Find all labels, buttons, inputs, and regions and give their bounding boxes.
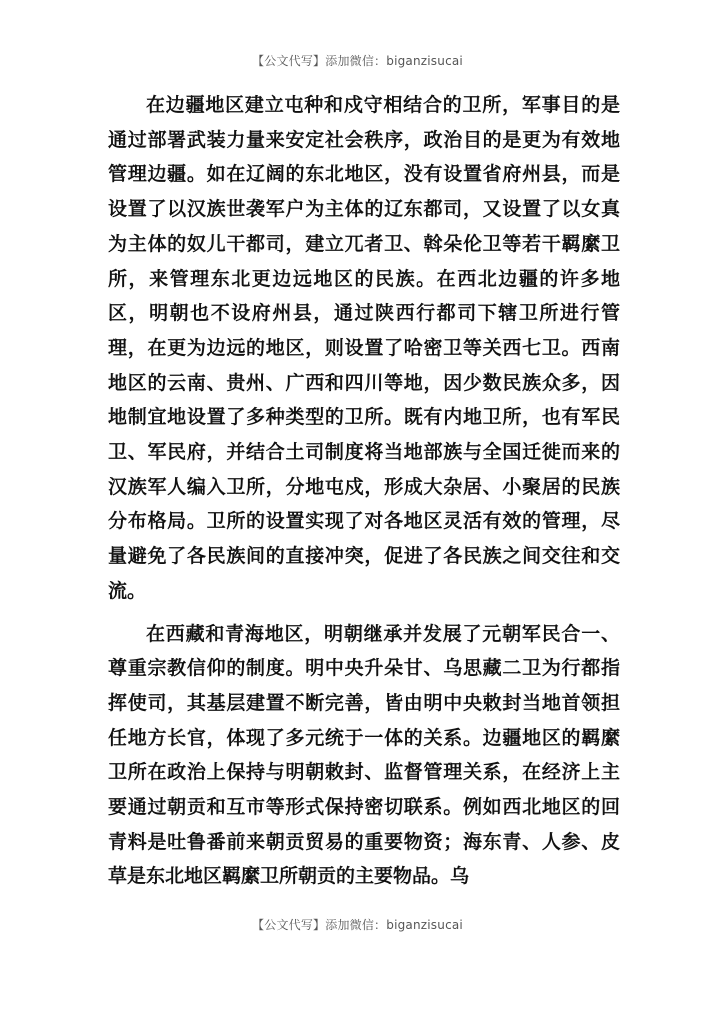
paragraph-1: 在边疆地区建立屯种和戍守相结合的卫所，军事目的是通过部署武装力量来安定社会秩序，政治目的是更为有效地管理边疆。如在辽阔的东北地区，没有设置省府州县，而是设置了以汉族世袭军户为主体的辽东都司，又设置了以女真为主体的奴儿干都司，建立兀者卫、斡朵伦卫等若干羁縻卫所，来管理东北更边远地区的民族。在西北边疆的许多地区，明朝也不设府州县，通过陕西行都司下辖卫所进行管理，在更为边远的地区，则设置了哈密卫等关西七卫。西南地区的云南、贵州、广西和四川等地，因少数民族众多，因地制宜地设置了多种类型的卫所。既有内地卫所，也有军民卫、军民府，并结合土司制度将当地部族与全国迁徙而来的汉族军人编入卫所，分地屯戍，形成大杂居、小聚居的民族分布格局。卫所的设置实现了对各地区灵活有效的管理，尽量避免了各民族间的直接冲突，促进了各民族之间交往和交流。 — [108, 94, 620, 602]
document-body — [108, 88, 620, 894]
paragraph-2: 在西藏和青海地区，明朝继承并发展了元朝军民合一、尊重宗教信仰的制度。明中央升朵甘、乌思藏二卫为行都指挥使司，其基层建置不断完善，皆由明中央敕封当地首领担任地方长官，体现了多元统于一体的关系。边疆地区的羁縻卫所在政治上保持与明朝敕封、监督管理关系，在经济上主要通过朝贡和互市等形式保持密切联系。例如西北地区的回青料是吐鲁番前来朝贡贸易的重要物资；海东青、人参、皮草是东北地区羁縻卫所朝贡的主要物品。乌 — [108, 622, 620, 888]
page-header: 【公文代写】添加微信：biganzisucai — [252, 54, 463, 68]
page-footer: 【公文代写】添加微信：biganzisucai — [252, 918, 463, 932]
